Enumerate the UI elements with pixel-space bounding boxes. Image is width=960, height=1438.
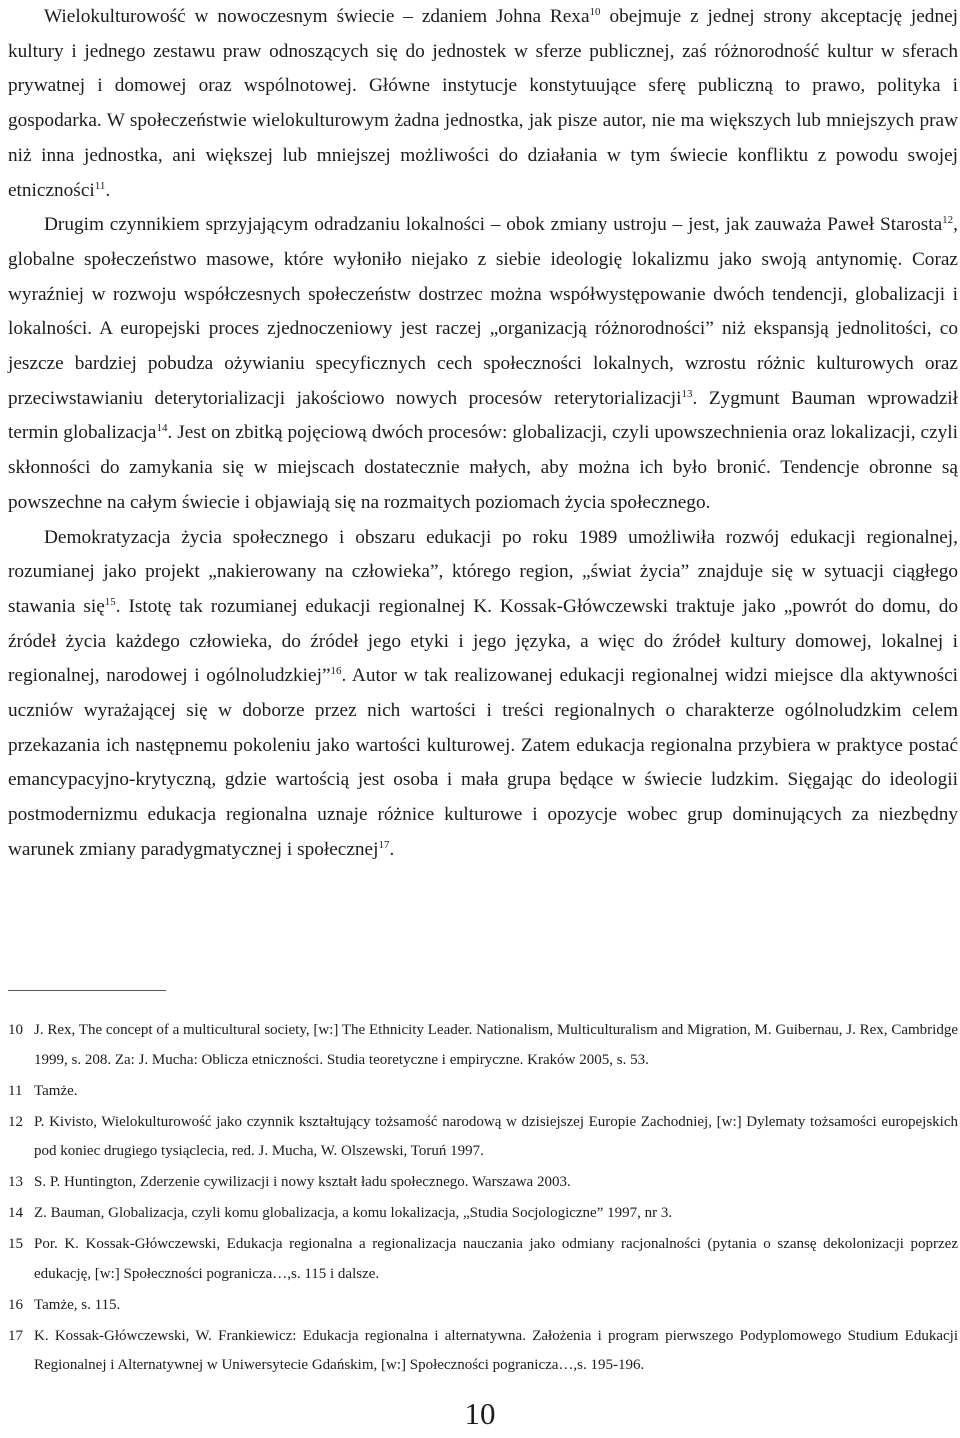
footnote-number: 17	[8, 1327, 23, 1344]
text-span: , globalne społeczeństwo masowe, które wyłoniło niejako z siebie ideologię lokalizmu jako swoją antynomię. Coraz wyraźniej w rozwoju współczesnych społeczeństw dostrzec można współwystępowanie dwóch tendencji, globalizacji i lokalności. A europejski proces zjednoczeniowy jest raczej „organizacją różnorodności” niż ekspansją jednolitości, co jeszcze bardziej pobudza ożywianiu specyficznych cech społeczności lokalnych, wzrostu różnic kulturowych oraz przeciwstawianiu deterytorializacji jakościowo nowych procesów reterytorializacji	[8, 214, 958, 409]
footnote-ref: 11	[94, 179, 106, 192]
footnote-ref: 15	[104, 595, 116, 608]
text-span: . Zygmunt Bauman wprowadził termin globalizacja	[8, 387, 958, 444]
body-text	[8, 0, 958, 868]
footnote-number: 10	[8, 1022, 23, 1038]
footnote	[8, 1016, 958, 1075]
footnote-text: Tamże.	[34, 1082, 78, 1099]
footnote-separator	[8, 990, 166, 991]
footnote-text: K. Kossak-Główczewski, W. Frankiewicz: Edukacja regionalna i alternatywna. Założenia i program pierwszego Podyplomowego Studium Edukacji Regionalnej i Alternatywnej w Uniwersytecie Gdańskim, [w:] Społeczności pogranicza…,s. 195-196.	[34, 1327, 958, 1373]
footnote-number: 15	[8, 1236, 23, 1252]
text-span: Wielokulturowość w nowoczesnym świecie – zdaniem Johna Rexa	[44, 6, 590, 27]
footnote-text: Por. K. Kossak-Główczewski, Edukacja regionalna a regionalizacja nauczania jako odmiany racjonalności (pytania o szansę dekolonizacji poprzez edukację, [w:] Społeczności pogranicza…,s. 115 i dalsze.	[34, 1236, 958, 1282]
footnote	[8, 1077, 958, 1107]
text-span: Demokratyzacja życia społecznego i obszaru edukacji po roku 1989 umożliwiła rozwój edukacji regionalnej, rozumianej jako projekt „nakierowany na człowieka”, którego region, „świat życia” znajduje się w sytuacji ciągłego stawania się	[8, 526, 958, 617]
paragraph-2	[8, 208, 958, 520]
text-span: Drugim czynnikiem sprzyjającym odradzaniu lokalności – obok zmiany ustroju – jest, jak zauważa Paweł Starosta	[44, 214, 943, 236]
footnote-number: 16	[8, 1296, 23, 1313]
footnote-number: 13	[8, 1174, 23, 1190]
footnote	[8, 1168, 958, 1198]
footnote-text: S. P. Huntington, Zderzenie cywilizacji i nowy kształt ładu społecznego. Warszawa 2003.	[34, 1174, 571, 1190]
footnote	[8, 1291, 958, 1321]
footnotes	[8, 1016, 958, 1382]
text-span: .	[105, 179, 111, 201]
footnote-text: P. Kivisto, Wielokulturowość jako czynnik kształtujący tożsamość narodową w dzisiejszej Europie Zachodniej, [w:] Dylematy tożsamości europejskich pod koniec drugiego tysiąclecia, red. J. Mucha, W. Olszewski, Toruń 1997.	[34, 1113, 958, 1159]
footnote-ref: 10	[589, 6, 601, 18]
footnote-ref: 17	[378, 838, 390, 851]
footnote-ref: 14	[156, 422, 168, 435]
text-span: . Jest on zbitką pojęciową dwóch procesów: globalizacji, czyli upowszechnienia oraz lokalizacji, czyli skłonności do zamykania się w miejscach dostatecznie małych, aby można ich było bronić. Tendencje obronne są powszechne na całym świecie i objawiają się na rozmaitych poziomach życia społecznego.	[8, 422, 958, 513]
footnote-number: 12	[8, 1113, 23, 1130]
footnote-ref: 16	[330, 665, 342, 678]
text-span: . Istotę tak rozumianej edukacji regionalnej K. Kossak-Główczewski traktuje jako „powrót do domu, do źródeł życia każdego człowieka, do źródeł jego etyki i jego języka, a więc do źródeł kultury domowej, lokalnej i regionalnej, narodowej i ogólnoludzkiej”	[8, 595, 958, 687]
footnote-text: Tamże, s. 115.	[34, 1296, 121, 1313]
footnote	[8, 1322, 958, 1381]
footnote	[8, 1108, 958, 1167]
paragraph-1	[8, 0, 958, 208]
paragraph-3	[8, 521, 958, 868]
text-span: . Autor w tak realizowanej edukacji regionalnej widzi miejsce dla aktywności uczniów wyrażającej się w doborze przez nich wartości i treści regionalnych o charakterze ogólnoludzkim celem przekazania ich następnemu pokoleniu jako wartości kulturowej. Zatem edukacja regionalna przybiera w praktyce postać emancypacyjno-krytyczną, gdzie wartością jest osoba i mała grupa będące w świecie ludzkim. Sięgając do ideologii postmodernizmu edukacja regionalna uznaje różnice kulturowe i opozycje wobec grup dominujących za niezbędny warunek zmiany paradygmatycznej i społecznej	[8, 665, 958, 860]
footnote-ref: 12	[942, 214, 954, 227]
footnote-number: 14	[8, 1205, 23, 1221]
page-number: 10	[464, 1396, 496, 1431]
footnote	[8, 1199, 958, 1229]
footnote-number: 11	[8, 1082, 23, 1099]
text-span: .	[389, 838, 395, 860]
footnote	[8, 1230, 958, 1289]
text-span: obejmuje z jednej strony akceptację jednej kultury i jednego zestawu praw odnoszących się do jednostek w sferze publicznej, zaś różnorodność kultur w sferach prywatnej i domowej oraz wspólnotowej. Główne instytucje konstytuujące sferę publiczną to prawo, polityka i gospodarka. W społeczeństwie wielokulturowym żadna jednostka, jak pisze autor, nie ma większych lub mniejszych praw niż inna jednostka, ani większej lub mniejszej możliwości do działania w tym świecie konfliktu z powodu swojej etniczności	[8, 6, 959, 201]
footnote-text: Z. Bauman, Globalizacja, czyli komu globalizacja, a komu lokalizacja, „Studia Socjologiczne” 1997, nr 3.	[34, 1205, 673, 1221]
footnote-ref: 13	[681, 387, 693, 400]
footnote-text: J. Rex, The concept of a multicultural society, [w:] The Ethnicity Leader. Nationalism, Multiculturalism and Migration, M. Guibernau, J. Rex, Cambridge 1999, s. 208. Za: J. Mucha: Oblicza etniczności. Studia teoretyczne i empiryczne. Kraków 2005, s. 53.	[34, 1022, 958, 1068]
